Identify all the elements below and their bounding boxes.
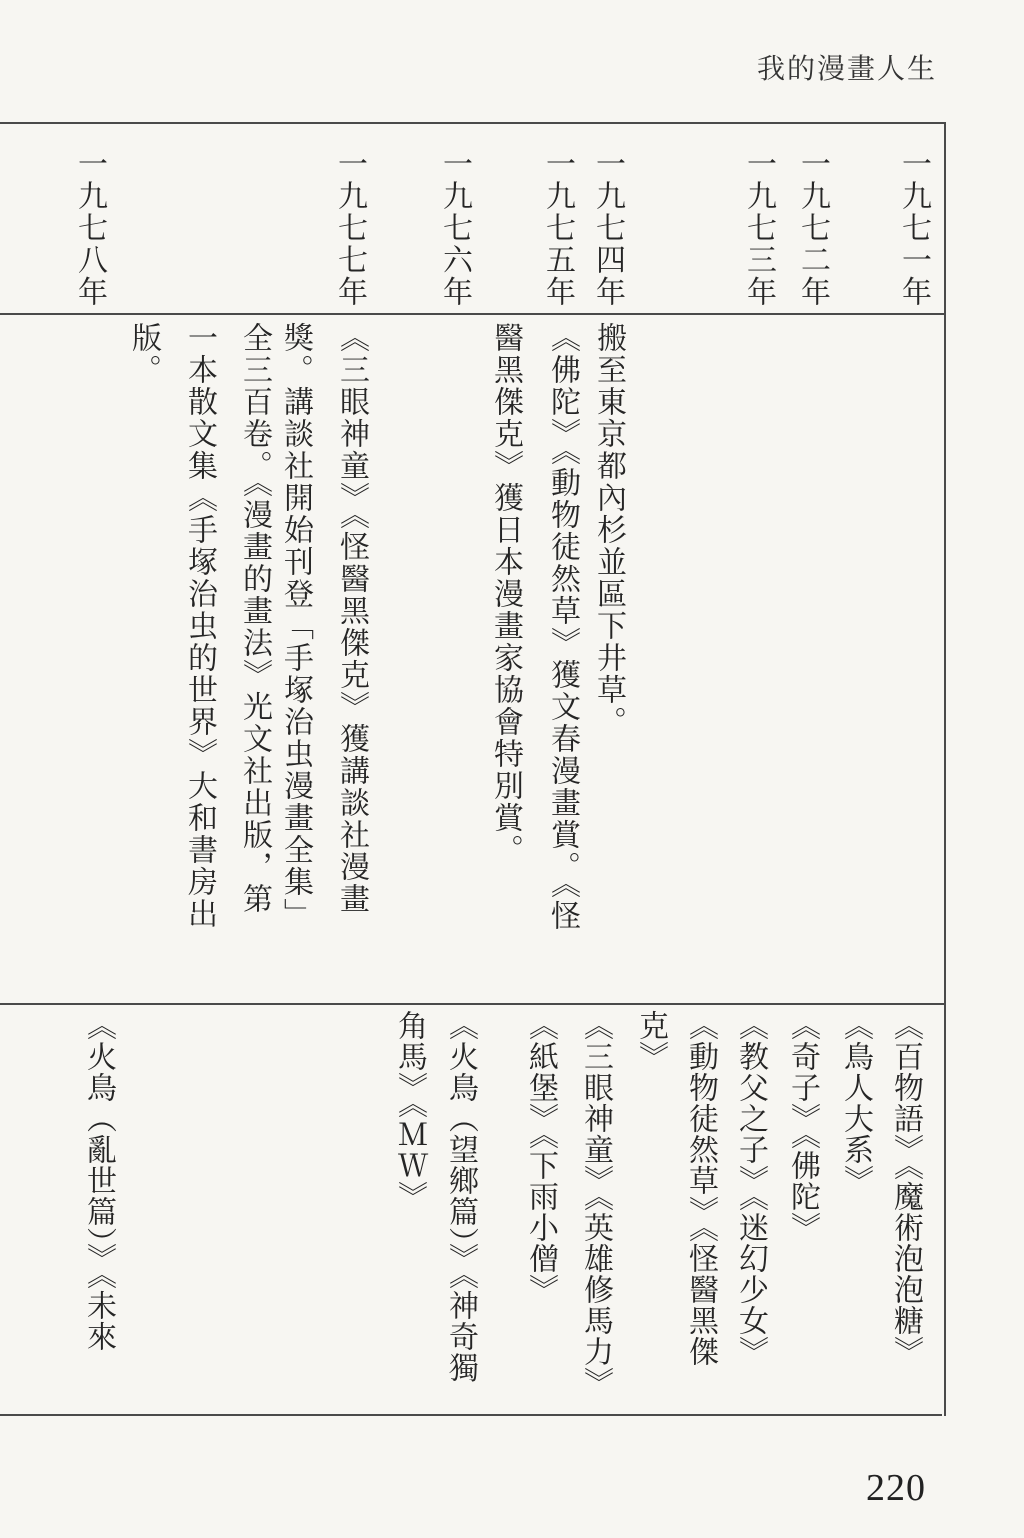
event-line-1977-4: 一本散文集《手塚治虫的世界》大和書房出: [183, 322, 216, 930]
works-line-1971-1: 《百物語》《魔術泡泡糖》: [889, 1010, 922, 1367]
page-number: 220: [866, 1467, 926, 1509]
table-border-right: [944, 122, 946, 1416]
page-title: 我的漫畫人生: [757, 54, 938, 85]
year-label-1975: 一九七五年: [541, 148, 574, 308]
works-line-1972-1: 《奇子》《佛陀》: [786, 1010, 819, 1243]
event-line-1977-5: 版。: [127, 322, 160, 386]
year-label-1974: 一九七四年: [591, 148, 624, 308]
table-border-bottom: [0, 1414, 942, 1416]
year-label-1978: 一九七八年: [73, 148, 106, 308]
works-line-1974-1: 《三眼神童》《英雄修馬力》: [579, 1010, 612, 1398]
event-line-1975-2: 醫黑傑克》獲日本漫畫家協會特別賞。: [489, 322, 522, 866]
year-label-1973: 一九七三年: [742, 148, 775, 308]
works-line-1973-3: 克》: [634, 1010, 667, 1072]
event-line-1977-2: 獎。講談社開始刊登「手塚治虫漫畫全集」: [279, 322, 312, 930]
year-label-1971: 一九七一年: [897, 148, 930, 308]
works-line-1975-1: 《紙堡》《下雨小僧》: [524, 1010, 557, 1305]
event-line-1977-3: 全三百卷。《漫畫的畫法》光文社出版，第: [238, 322, 271, 915]
event-line-1975-1: 《佛陀》《動物徒然草》獲文春漫畫賞。《怪: [546, 322, 579, 932]
year-label-1972: 一九七二年: [796, 148, 829, 308]
works-line-1978-1: 《火鳥（亂世篇）》《未來: [82, 1010, 115, 1352]
works-line-1973-1: 《教父之子》《迷幻少女》: [734, 1010, 767, 1367]
event-line-1977-1: 《三眼神童》《怪醫黑傑克》獲講談社漫畫: [335, 322, 368, 915]
year-label-1976: 一九七六年: [438, 148, 471, 308]
table-border-top: [0, 122, 946, 124]
works-line-1976-2: 角馬》《ＭＷ》: [393, 1010, 426, 1212]
year-label-1977: 一九七七年: [333, 148, 366, 308]
works-line-1976-1: 《火鳥（望鄉篇）》《神奇獨: [444, 1010, 477, 1383]
works-line-1973-2: 《動物徒然草》《怪醫黑傑: [684, 1010, 717, 1367]
works-line-1971-2: 《鳥人大系》: [839, 1010, 872, 1196]
event-line-1974-1: 搬至東京都內杉並區下井草。: [592, 322, 625, 738]
table-divider-works: [0, 1003, 946, 1005]
